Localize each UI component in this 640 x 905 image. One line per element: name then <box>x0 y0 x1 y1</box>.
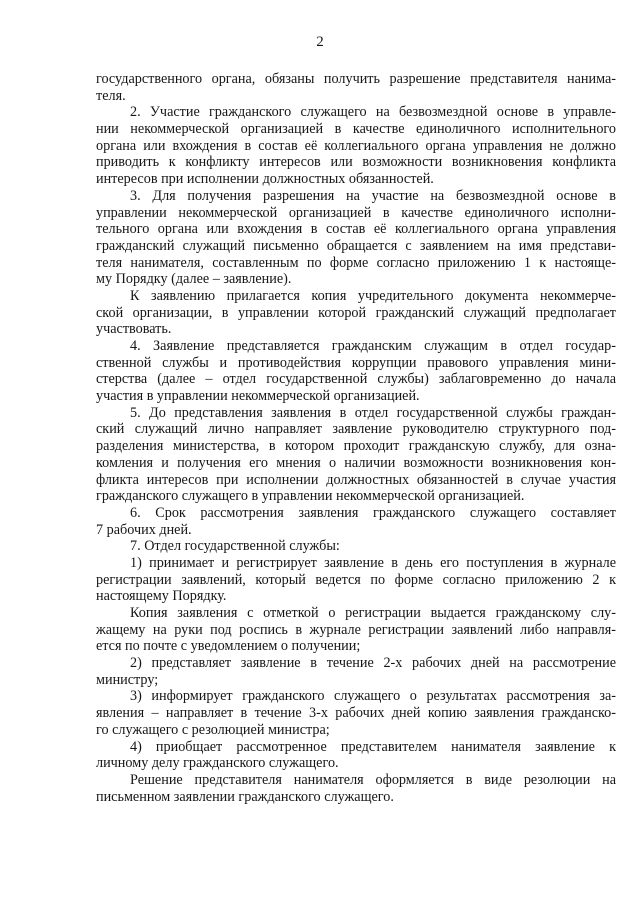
text-line: 6. Срок рассмотрения заявления гражданского служащего составляет <box>130 504 616 521</box>
text-line: 3) информирует гражданского служащего о результатах рассмотрения за- <box>130 688 616 705</box>
text-line: приводить к конфликту интересов или возможности возникновения конфликта <box>96 154 616 171</box>
text-line: гражданский служащий письменно обращается с заявлением на имя представи- <box>96 237 616 254</box>
text-line: 7. Отдел государственной службы: <box>130 538 340 555</box>
text-line: ской организации, в управлении которой гражданский служащий предполагает <box>96 304 616 321</box>
text-line: нии некоммерческой организацией в качестве единоличного исполнительного <box>96 121 616 138</box>
text-line: 5. До представления заявления в отдел государственной службы граждан- <box>130 404 616 421</box>
text-line: 3. Для получения разрешения на участие на безвозмездной основе в <box>130 187 616 204</box>
text-line: Копия заявления с отметкой о регистрации выдается гражданскому слу- <box>130 605 616 621</box>
text-line: му Порядку (далее – заявление). <box>96 271 292 288</box>
text-line: гражданского служащего в управлении некоммерческой организацией. <box>96 488 525 505</box>
text-line: участвовать. <box>96 321 172 338</box>
text-line: теля нанимателя, составленным по форме согласно приложению 1 к настояще- <box>96 254 616 271</box>
text-line: государственного органа, обязаны получить разрешение представителя нанима- <box>96 71 616 87</box>
text-line: участия в управлении некоммерческой организацией. <box>96 388 420 405</box>
text-line: личному делу гражданского служащего. <box>96 755 339 772</box>
text-line: тельного органа или вхождения в состав её коллегиального органа управления <box>96 221 616 238</box>
text-line: органа или вхождения в состав её коллегиального органа управления не должно <box>96 137 616 154</box>
text-line: регистрации заявлений, который ведется по форме согласно приложению 2 к <box>96 571 616 588</box>
text-line: явления – направляет в течение 3-х рабочих дней копию заявления гражданско- <box>96 705 616 722</box>
text-line: министру; <box>96 671 159 688</box>
text-line: ется по почте с уведомлением о получении; <box>96 638 361 655</box>
text-line: 7 рабочих дней. <box>96 521 192 538</box>
text-line: стерства (далее – отдел государственной службы) заблаговременно до начала <box>96 371 616 388</box>
text-line: К заявлению прилагается копия учредительного документа некоммерче- <box>130 287 616 304</box>
text-line: письменном заявлении гражданского служащего. <box>96 788 394 805</box>
text-line: комления и получения его мнения о наличии возможности возникновения кон- <box>96 454 616 471</box>
text-line: интересов при исполнении должностных обязанностей. <box>96 171 434 188</box>
text-line: 4) приобщает рассмотренное представителем нанимателя заявление к <box>130 738 616 755</box>
page-number: 2 <box>316 34 324 50</box>
text-line: ственной службы и противодействия коррупции правового управления мини- <box>96 354 616 371</box>
document-body <box>96 71 616 805</box>
text-line: настоящему Порядку. <box>96 588 227 605</box>
text-line: 4. Заявление представляется гражданским служащим в отдел государ- <box>130 338 616 354</box>
text-line: управлении некоммерческой организацией в качестве единоличного исполни- <box>96 204 616 221</box>
text-line: фликта интересов при исполнении должностных обязанностей в случае участия <box>96 471 616 488</box>
text-line: 1) принимает и регистрирует заявление в день его поступления в журнале <box>130 554 616 571</box>
text-line: теля. <box>96 87 126 104</box>
text-line: 2. Участие гражданского служащего на безвозмездной основе в управле- <box>130 104 616 121</box>
text-line: 2) представляет заявление в течение 2-х рабочих дней на рассмотрение <box>130 655 616 672</box>
text-line: жащему на руки под роспись в журнале регистрации заявлений либо направля- <box>96 621 616 638</box>
text-line: разделения министерства, в котором проходит гражданскую службу, для озна- <box>96 438 616 455</box>
text-line: ский служащий лично направляет заявление руководителю структурного под- <box>96 421 616 438</box>
text-line: го служащего с резолюцией министра; <box>96 721 330 738</box>
text-line: Решение представителя нанимателя оформляется в виде резолюции на <box>130 771 616 788</box>
